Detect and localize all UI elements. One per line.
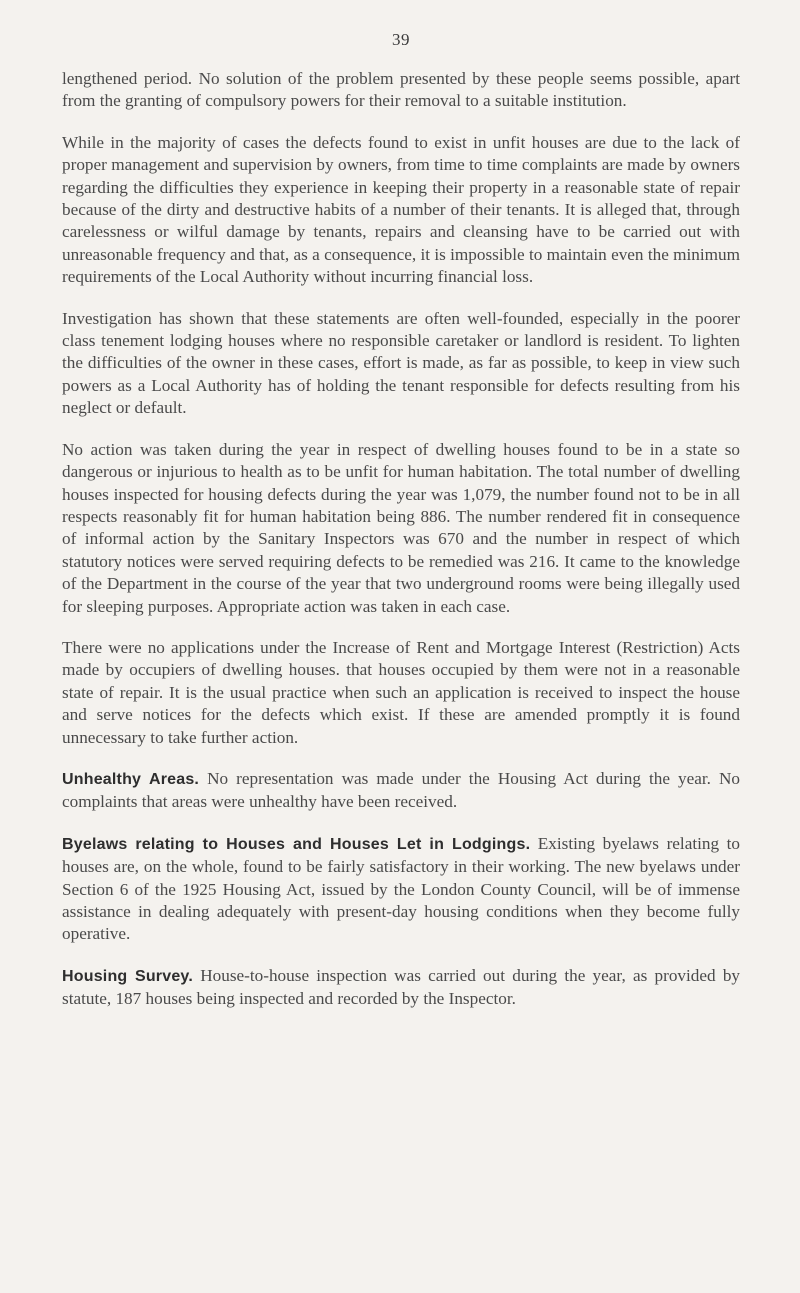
paragraph-text: There were no applications under the Increase of Rent and Mortgage Interest (Restriction) Acts made by occupiers of dwelling houses. that houses occupied by them were not in a reasonable state of repair. It is the usual practice when such an application is received to inspect the house and serve notices for the defects which exist. If these are amended promptly it is found unnecessary to take further action.: [62, 637, 740, 747]
paragraph-text: House-to-house inspection was carried out during the year, as provided by statute, 187 houses being inspected and recorded by the Inspector.: [62, 965, 741, 1009]
section-heading: Housing Survey.: [62, 967, 193, 985]
paragraph-investigation: [62, 308, 740, 420]
section-byelaws: [62, 833, 740, 946]
paragraph-text: lengthened period. No solution of the problem presented by these people seems possible, apart from the granting of compulsory powers for their removal to a suitable institution.: [62, 69, 740, 111]
paragraph-removal-powers: [62, 68, 740, 113]
paragraph-text: While in the majority of cases the defects found to exist in unfit houses are due to the lack of proper management and supervision by owners, from time to time complaints are made by owners regarding the difficulties they experience in keeping their property in a reasonable state of repair because of the dirty and destructive habits of a number of their tenants. It is alleged that, through carelessness or wilful damage by tenants, repairs and cleansing have to be carried out with unreasonable frequency and that, as a consequence, it is impossible to maintain even the minimum requirements of the Local Authority without incurring financial loss.: [62, 132, 740, 287]
section-housing-survey: [62, 965, 740, 1011]
paragraph-text: Existing byelaws relating to houses are, on the whole, found to be fairly satisfactory in their working. The new byelaws under Section 6 of the 1925 Housing Act, issued by the London County Council, will be of immense assistance in dealing adequately with present-day housing conditions when they become fully operative.: [62, 833, 741, 944]
paragraph-text: No action was taken during the year in respect of dwelling houses found to be in a state so dangerous or injurious to health as to be unfit for human habitation. The total number of dwelling houses inspected for housing defects during the year was 1,079, the number found not to be in all respects reasonably fit for human habitation being 886. The number rendered fit in consequence of informal action by the Sanitary Inspectors was 670 and the number in respect of which statutory notices were served requiring defects to be remedied was 216. It came to the knowledge of the Department in the course of the year that two underground rooms were being illegally used for sleeping purposes. Appropriate action was taken in each case.: [62, 439, 740, 616]
section-heading: Byelaws relating to Houses and Houses Let in Lodgings.: [62, 835, 531, 853]
paragraph-text: Investigation has shown that these statements are often well-founded, especially in the poorer class tenement lodging houses where no responsible caretaker or landlord is resident. To lighten the difficulties of the owner in these cases, effort is made, as far as possible, to keep in view such powers as a Local Authority has of holding the tenant responsible for defects resulting from his neglect or default.: [62, 308, 740, 418]
paragraph-text: No representation was made under the Housing Act during the year. No complaints that areas were unhealthy have been received.: [62, 768, 740, 812]
paragraph-owner-complaints: [62, 132, 740, 289]
paragraph-inspection-statistics: [62, 439, 740, 618]
paragraph-rent-acts: [62, 637, 740, 749]
page-number: 39: [392, 30, 410, 49]
document-page: [62, 0, 740, 1030]
section-heading: Unhealthy Areas.: [62, 770, 200, 788]
section-unhealthy-areas: [62, 768, 740, 814]
